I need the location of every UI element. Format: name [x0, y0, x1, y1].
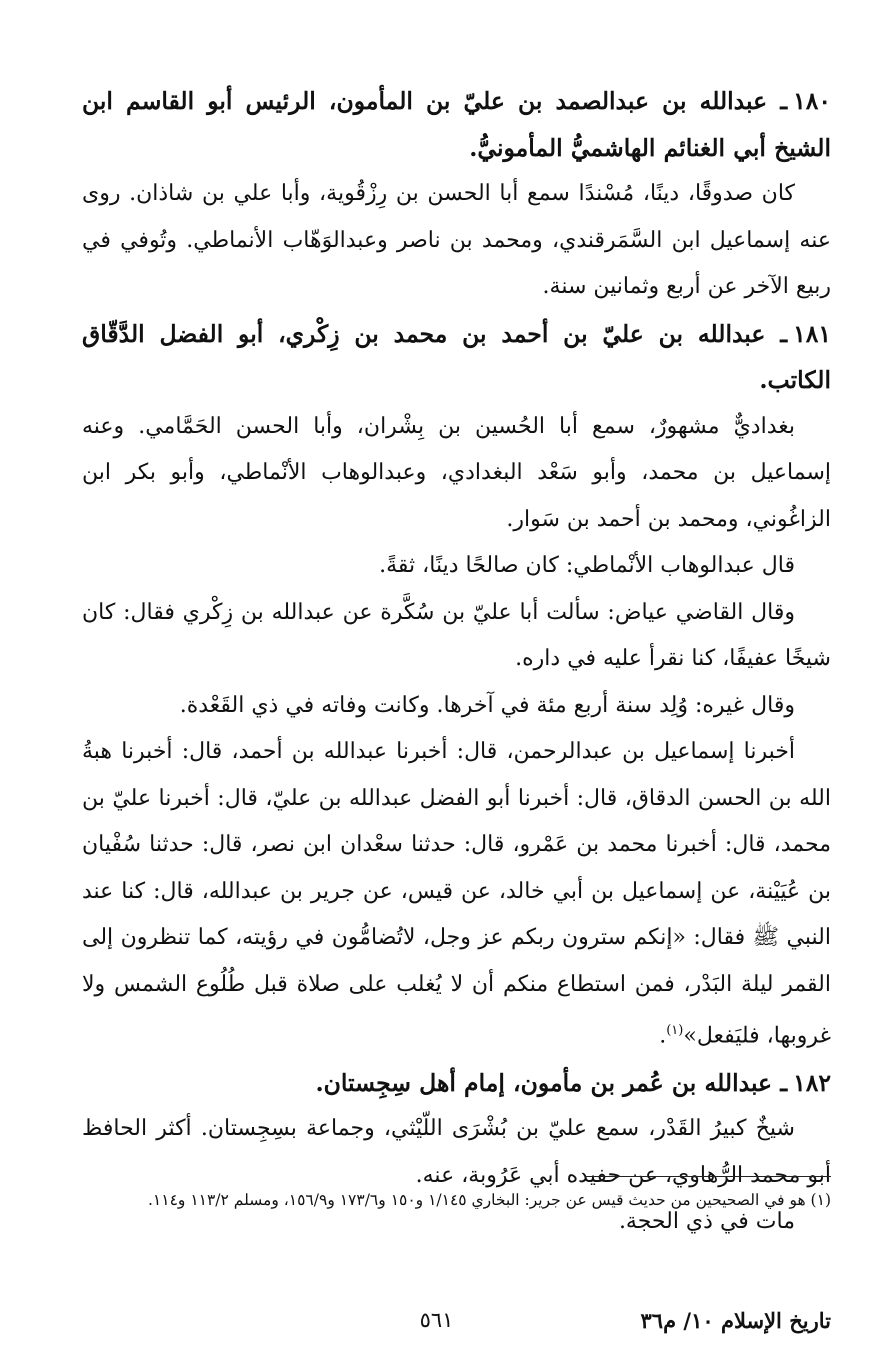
entry-title: ـ عبدالله بن عليّ بن أحمد بن محمد بن زِكْري، أبو الفضل الدَّقّاق الكاتب. [82, 319, 831, 394]
paragraph: شيخٌ كبيرُ القَدْر، سمع عليّ بن بُشْرَى اللّيْثي، وجماعة بسِجِستان. أكثر الحافظ أبو محمد الرُّهاوي، عن حفيده أبي عَرُوبة، عنه. [82, 1116, 831, 1188]
entry-heading [82, 1060, 831, 1107]
entry-182 [82, 1060, 831, 1246]
page-number: ٥٦١ [419, 1308, 454, 1332]
paragraph: مات في ذي الحجة. [618, 1209, 795, 1235]
entry-number: ١٨٠ [793, 87, 831, 115]
main-text [82, 78, 831, 1246]
entry-180 [82, 78, 831, 311]
entry-heading [82, 311, 831, 404]
page-footer [42, 1308, 831, 1344]
entry-number: ١٨١ [793, 319, 831, 348]
paragraph: قال عبدالوهاب الأنْماطي: كان صالحًا دينًا، ثقةً. [379, 553, 795, 578]
hadith-text: أخبرنا إسماعيل بن عبدالرحمن، قال: أخبرنا عبدالله بن أحمد، قال: أخبرنا هبةُ الله بن الحسن الدقاق، قال: أخبرنا أبو الفضل عبدالله بن عليّ، قال: أخبرنا عليّ بن محمد، قال: أخبرنا محمد بن عَمْرو، قال: حدثنا سعْدان ابن نصر، قال: حدثنا سُفْيان بن عُيَيْنة، عن إسماعيل بن أبي خالد، عن قيس، عن جرير بن عبدالله، قال: كنا عند النبي ﷺ فقال: «إنكم سترون ربكم عز وجل، لاتُضامُّون في رؤيته، كما تنظرون إلى القمر ليلة البَدْر، فمن استطاع منكم أن لا يُغلب على صلاة قبل طُلُوع الشمس ولا غروبها، فليَفعل» [82, 739, 832, 1049]
entry-heading [82, 78, 831, 171]
paragraph: كان صدوقًا، دينًا، مُسْندًا سمع أبا الحسن بن رِزْقُوية، وأبا علي بن شاذان. روى عنه إسماعيل ابن السَّمَرقندي، ومحمد بن ناصر وعبدالوَهّاب الأنماطي. وتُوفي في ربيع الآخر عن أربع وثمانين سنة. [82, 181, 831, 299]
entry-181 [82, 311, 831, 1060]
footnote-divider [585, 1176, 831, 1177]
paragraph: وقال القاضي عياض: سألت أبا عليّ بن سُكَّرة عن عبدالله بن زِكْري فقال: كان شيخًا عفيفًا، كنا نقرأ عليه في داره. [82, 599, 831, 671]
paragraph: بغداديٌّ مشهورٌ، سمع أبا الحُسين بن بِشْران، وأبا الحسن الحَمَّامي. وعنه إسماعيل بن محمد، وأبو سَعْد البغدادي، وعبدالوهاب الأنْماطي، وأبو بكر ابن الزاغُوني، ومحمد بن أحمد بن سَوار. [82, 413, 831, 532]
entry-title: ـ عبدالله بن عبدالصمد بن عليّ بن المأمون، الرئيس أبو القاسم ابن الشيخ أبي الغنائم الهاشميُّ المأمونيُّ. [82, 87, 831, 162]
entry-number: ١٨٢ [793, 1068, 831, 1097]
entry-title: ـ عبدالله بن عُمر بن مأمون، إمام أهل سِجِستان. [315, 1068, 788, 1097]
footnote-ref: (١) [666, 1023, 684, 1038]
footnote: (١) هو في الصحيحين من حديث قيس عن جرير: البخاري ١/١٤٥ و١٥٠ و١٧٣/٦ و١٥٦/٩، ومسلم ١١٣/٢ و١١٤. [147, 1191, 831, 1209]
paragraph: وقال غيره: وُلِد سنة أربع مئة في آخرها. وكانت وفاته في ذي القَعْدة. [179, 692, 795, 718]
book-title: تاريخ الإسلام ١٠/ م٣٦ [640, 1308, 831, 1333]
hadith-paragraph: أخبرنا إسماعيل بن عبدالرحمن، قال: أخبرنا عبدالله بن أحمد، قال: أخبرنا هبةُ الله بن الحسن الدقاق، قال: أخبرنا أبو الفضل عبدالله بن عليّ، قال: أخبرنا عليّ بن محمد، قال: أخبرنا محمد بن عَمْرو، قال: حدثنا سعْدان ابن نصر، قال: حدثنا سُفْيان بن عُيَيْنة، عن إسماعيل بن أبي خالد، عن قيس، عن جرير بن عبدالله، قال: كنا عند النبي ﷺ فقال: «إنكم سترون ربكم عز وجل، لاتُضامُّون في رؤيته، كما تنظرون إلى القمر ليلة البَدْر، فمن استطاع منكم أن لا يُغلب على صلاة قبل طُلُوع الشمس ولا غروبها، فليَفعل»$^{(١)}$. [82, 739, 832, 1049]
